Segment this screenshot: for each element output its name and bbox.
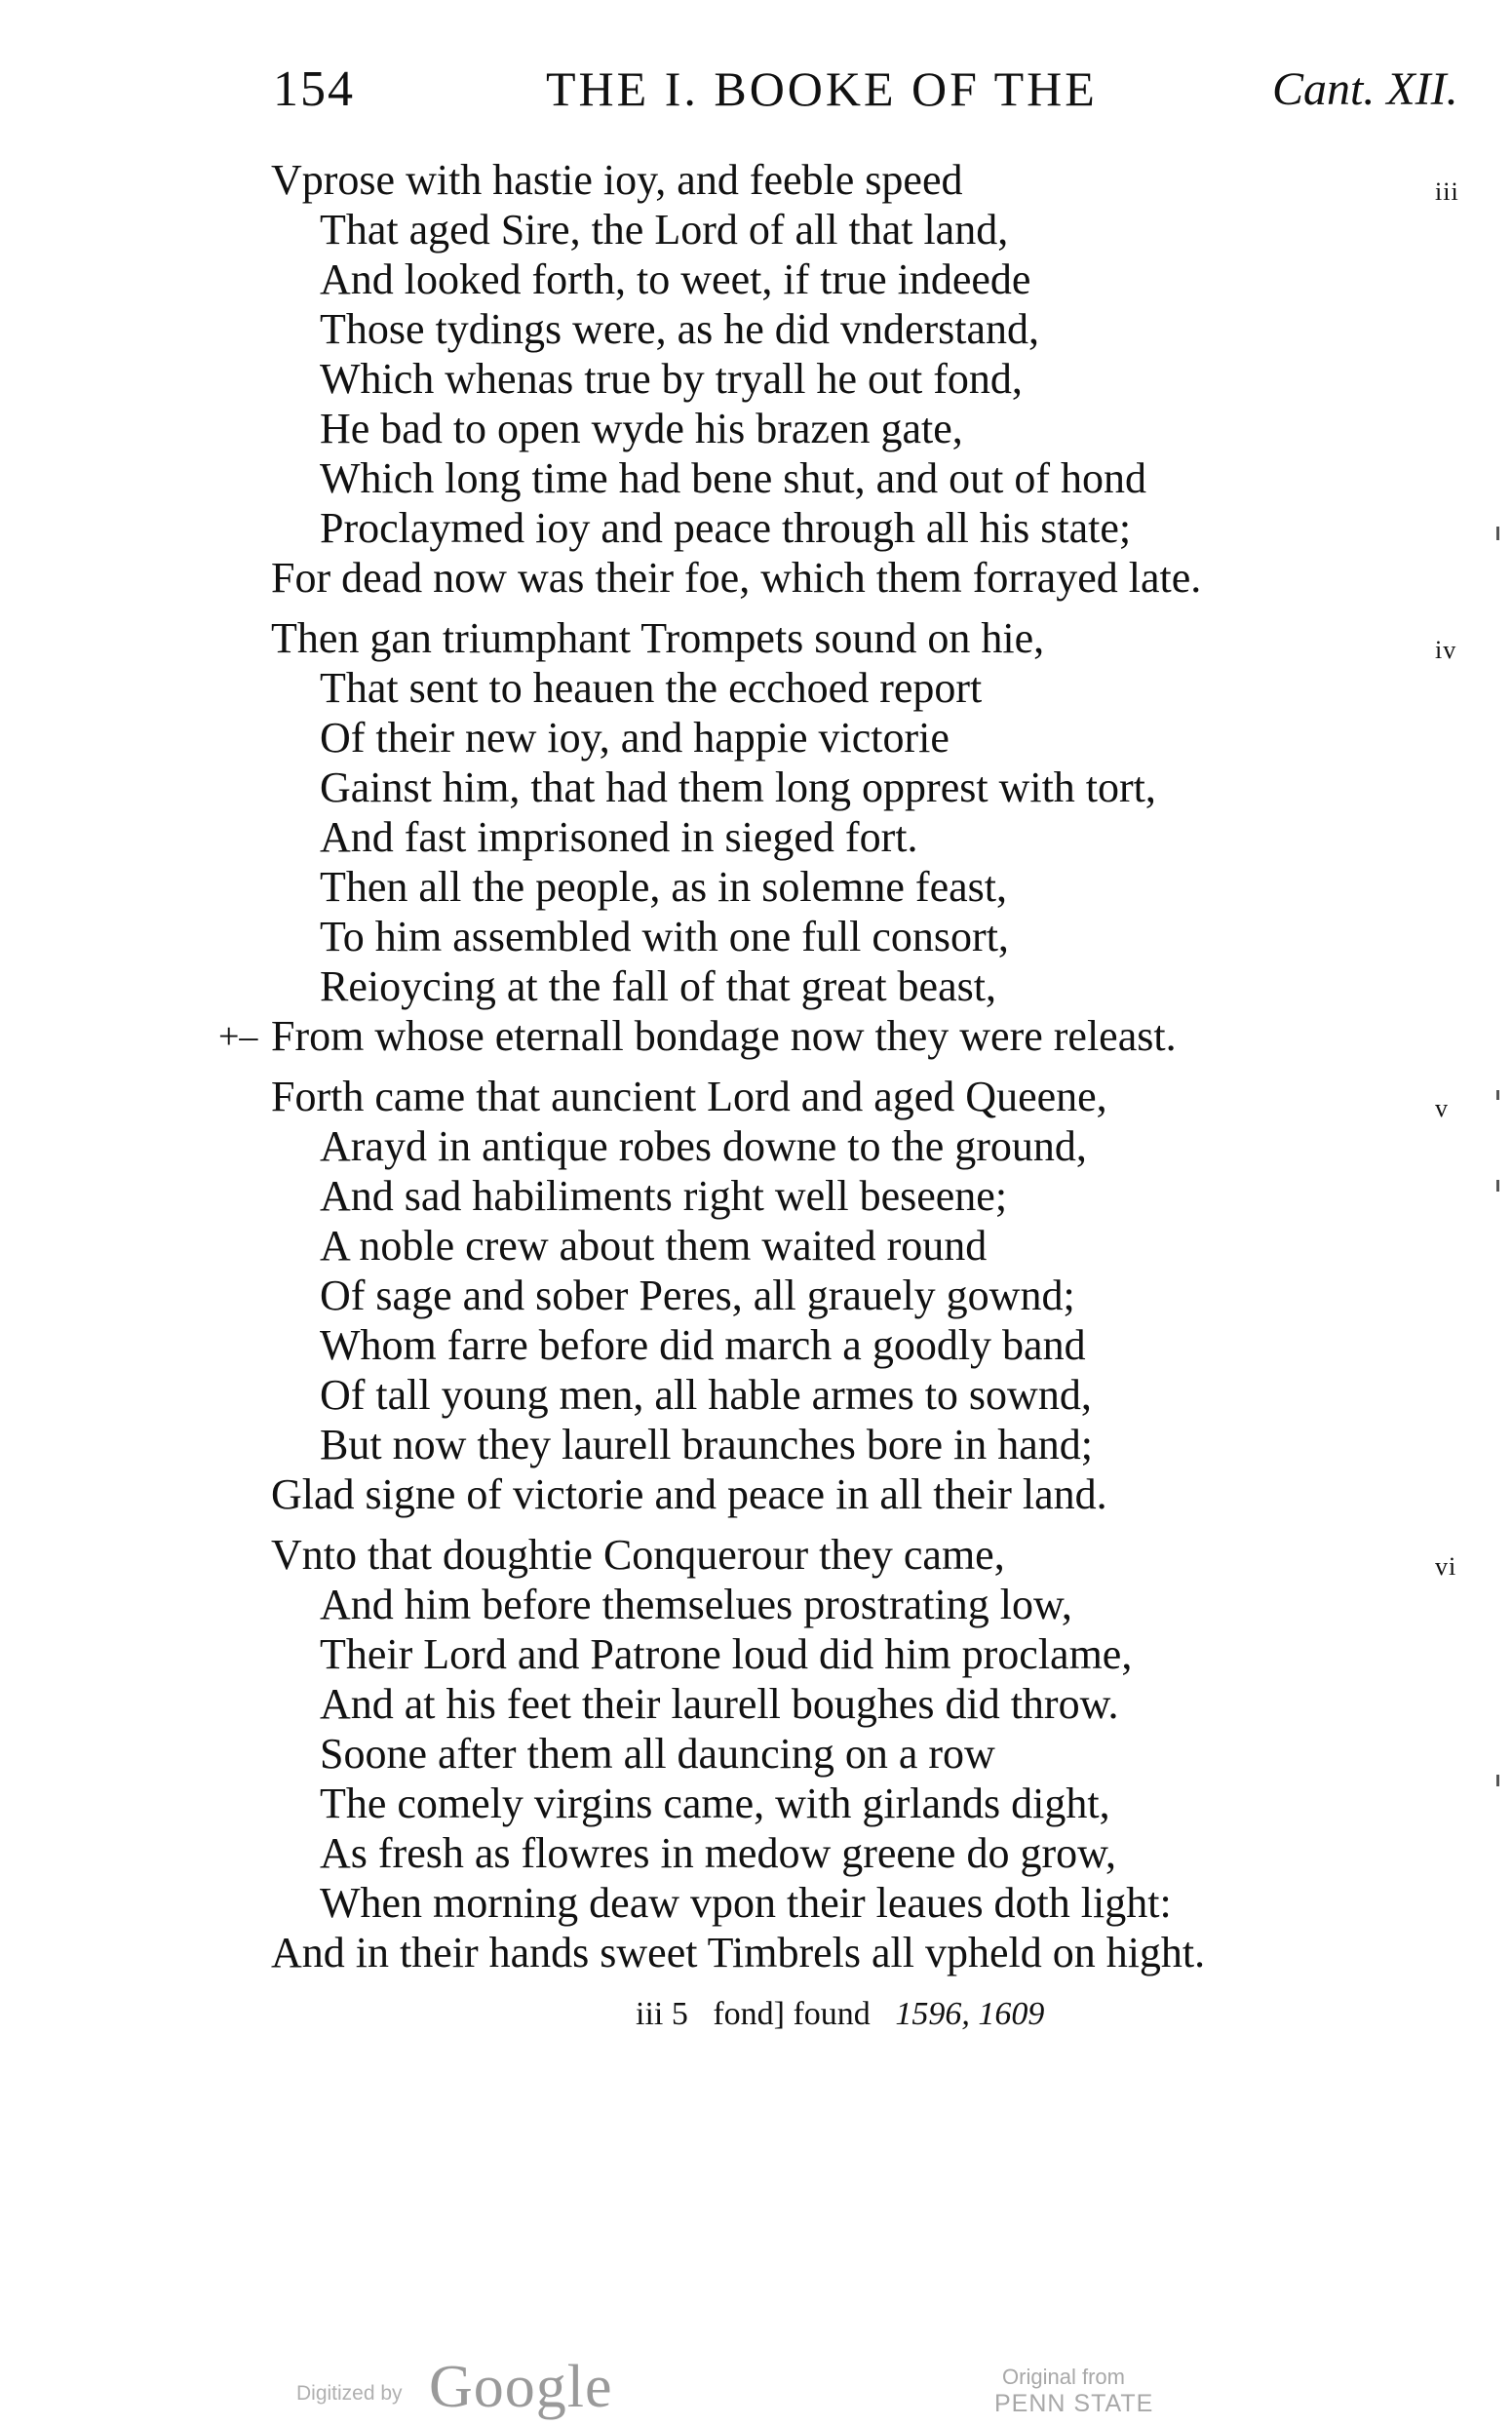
- verse-line: Of their new ioy, and happie victorie: [320, 714, 950, 762]
- verse-line: Of sage and sober Peres, all grauely gownd;: [320, 1272, 1075, 1319]
- print-through-mark: [1496, 1180, 1499, 1192]
- verse-line: When morning deaw vpon their leaues doth light:: [320, 1879, 1172, 1927]
- institution-name: PENN STATE: [994, 2390, 1154, 2417]
- verse-line: And him before themselues prostrating low,: [320, 1581, 1072, 1628]
- verse-line: Of tall young men, all hable armes to sownd,: [320, 1371, 1092, 1419]
- verse-line: Those tydings were, as he did vnderstand,: [320, 305, 1040, 353]
- verse-line: Vnto that doughtie Conquerour they came,: [271, 1531, 1005, 1579]
- verse-line: And in their hands sweet Timbrels all vpheld on hight.: [271, 1929, 1206, 1976]
- verse-line: And sad habiliments right well beseene;: [320, 1172, 1008, 1220]
- verse-line: Gainst him, that had them long opprest with tort,: [320, 763, 1156, 811]
- verse-line: And looked forth, to weet, if true indeede: [320, 255, 1031, 303]
- verse-line: Glad signe of victorie and peace in all their land.: [271, 1470, 1107, 1518]
- verse-line: For dead now was their foe, which them forrayed late.: [271, 554, 1202, 602]
- print-through-mark: [1496, 527, 1499, 540]
- print-through-mark: [1496, 1775, 1499, 1786]
- verse-line: Proclaymed ioy and peace through all his state;: [320, 504, 1132, 552]
- print-through-mark: [1496, 1090, 1499, 1100]
- digitization-footer: [0, 2345, 1512, 2423]
- verse-line: A noble crew about them waited round: [320, 1222, 988, 1270]
- textual-footnote: [636, 1996, 1044, 2033]
- verse-line: That aged Sire, the Lord of all that land,: [320, 206, 1009, 254]
- stanza-number: vi: [1435, 1552, 1457, 1581]
- verse-line: From whose eternall bondage now they were releast.: [271, 1012, 1177, 1060]
- verse-line: Forth came that auncient Lord and aged Queene,: [271, 1073, 1107, 1120]
- verse-line: To him assembled with one full consort,: [320, 913, 1009, 960]
- canto-reference: Cant. XII.: [1272, 63, 1458, 115]
- stanza-number: v: [1435, 1094, 1449, 1122]
- running-title: THE I. BOOKE OF THE: [546, 61, 1098, 116]
- page-number: 154: [273, 61, 355, 117]
- verse-line: The comely virgins came, with girlands dight,: [320, 1780, 1110, 1827]
- verse-line: But now they laurell braunches bore in hand;: [320, 1421, 1094, 1468]
- original-from-label: Original from: [1002, 2365, 1125, 2389]
- verse-line: Reioycing at the fall of that great beast,: [320, 962, 996, 1010]
- verse-line: Vprose with hastie ioy, and feeble speed: [271, 156, 963, 204]
- verse-line: Which whenas true by tryall he out fond,: [320, 355, 1023, 403]
- footnote-reference: iii 5: [636, 1996, 688, 2032]
- verse-line: Arayd in antique robes downe to the ground,: [320, 1122, 1087, 1170]
- verse-line: Soone after them all dauncing on a row: [320, 1730, 995, 1778]
- stanza-number: iv: [1435, 636, 1457, 664]
- digitized-by-label: Digitized by: [296, 2382, 403, 2405]
- verse-line: Then all the people, as in solemne feast,: [320, 863, 1007, 911]
- google-logo: Google: [429, 2354, 613, 2420]
- verse-line: He bad to open wyde his brazen gate,: [320, 405, 963, 452]
- verse-line: Their Lord and Patrone loud did him proclame,: [320, 1630, 1133, 1678]
- verse-line: And fast imprisoned in sieged fort.: [320, 813, 918, 861]
- verse-line: Whom farre before did march a goodly band: [320, 1321, 1086, 1369]
- running-header: [0, 60, 1512, 129]
- verse-line: Then gan triumphant Trompets sound on hie,: [271, 614, 1045, 662]
- footnote-editions: 1596, 1609: [895, 1996, 1045, 2032]
- stanza-number: iii: [1435, 177, 1459, 206]
- verse-line: That sent to heauen the ecchoed report: [320, 664, 983, 712]
- verse-line: Which long time had bene shut, and out of hond: [320, 454, 1147, 502]
- verse-line: And at his feet their laurell boughes did throw.: [320, 1680, 1119, 1728]
- margin-mark: +–: [218, 1016, 258, 1057]
- footnote-text: fond] found: [713, 1996, 871, 2032]
- verse-line: As fresh as flowres in medow greene do grow,: [320, 1829, 1117, 1877]
